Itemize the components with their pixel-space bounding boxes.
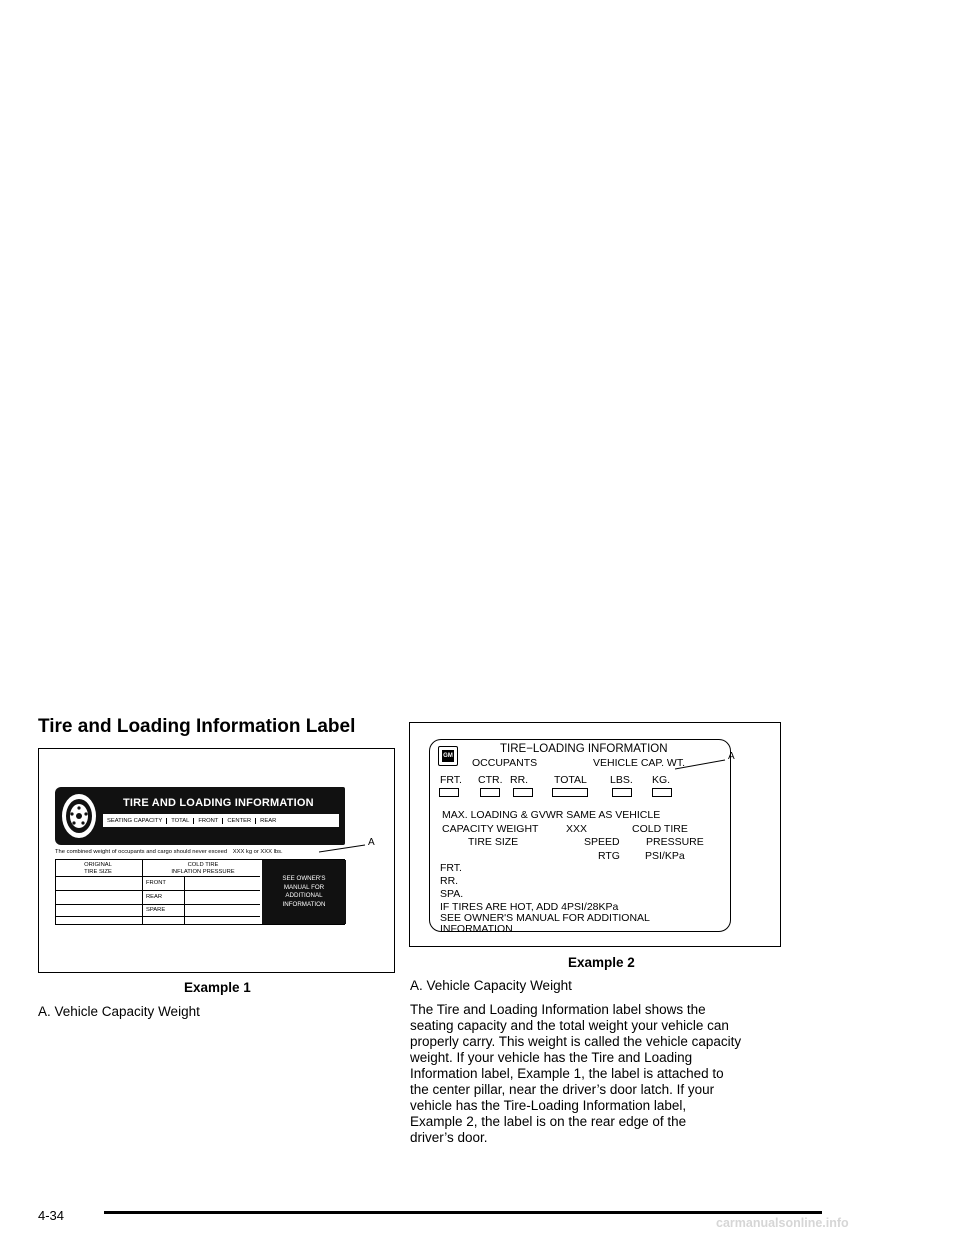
- callout-a-marker: A: [368, 837, 375, 848]
- box-frt: [439, 788, 459, 797]
- original-tire-size: ORIGINAL TIRE SIZE: [84, 862, 112, 875]
- callout-line: [675, 757, 727, 773]
- capacity-columns: [103, 814, 339, 827]
- col-seating-capacity: SEATING CAPACITY: [103, 818, 167, 824]
- psi-kpa: PSI/KPa: [645, 850, 685, 862]
- tire-icon: [59, 792, 99, 840]
- capacity-xxx: XXX: [566, 823, 588, 835]
- col-total: TOTAL: [554, 774, 587, 786]
- label-title: TIRE AND LOADING INFORMATION: [123, 797, 314, 809]
- col-lbs: LBS.: [610, 774, 633, 786]
- box-total: [552, 788, 588, 797]
- box-ctr: [480, 788, 500, 797]
- row-rr: RR.: [440, 875, 459, 887]
- watermark: carmanualsonline.info: [716, 1216, 849, 1230]
- row-front: FRONT: [146, 880, 166, 886]
- cold-tire: COLD TIRE: [632, 823, 688, 835]
- page-number: 4-34: [38, 1208, 65, 1223]
- hot-tires-note: IF TIRES ARE HOT, ADD 4PSI/28KPa: [440, 901, 619, 913]
- footer-rule: [104, 1211, 822, 1214]
- col-front: FRONT: [194, 818, 223, 824]
- col-frt: FRT.: [440, 774, 462, 786]
- col-kg: KG.: [652, 774, 671, 786]
- see-manual-line2: INFORMATION: [440, 923, 513, 935]
- capacity-weight: CAPACITY WEIGHT: [442, 823, 539, 835]
- example-1-figure: [38, 748, 395, 973]
- label2-title: TIRE−LOADING INFORMATION: [500, 743, 668, 755]
- label-header-band: [55, 787, 345, 845]
- col-rr: RR.: [510, 774, 529, 786]
- section-title: Tire and Loading Information Label: [38, 716, 356, 737]
- occupants-label: OCCUPANTS: [472, 757, 538, 769]
- example-1-caption: Example 1: [184, 980, 251, 995]
- capacity-value: XXX kg or XXX lbs.: [232, 849, 283, 855]
- example-2-figure: [409, 722, 781, 947]
- box-kg: [652, 788, 672, 797]
- tire-loading-label-1: [55, 787, 345, 925]
- row-frt: FRT.: [440, 862, 462, 874]
- col-rear: REAR: [260, 817, 277, 824]
- box-lbs: [612, 788, 632, 797]
- box-rr: [513, 788, 533, 797]
- pressure: PRESSURE: [646, 836, 704, 848]
- max-loading: MAX. LOADING & GVWR SAME AS VEHICLE: [442, 809, 661, 821]
- see-manual-line1: SEE OWNER'S MANUAL FOR ADDITIONAL: [440, 912, 650, 924]
- rtg: RTG: [598, 850, 620, 862]
- vehicle-cap-label: VEHICLE CAP. WT.: [593, 757, 685, 769]
- example-2-legend: A. Vehicle Capacity Weight: [410, 978, 572, 993]
- cold-tire-pressure: COLD TIRE INFLATION PRESSURE: [171, 862, 235, 875]
- row-spa: SPA.: [440, 888, 464, 900]
- callout-line: [319, 841, 367, 857]
- col-center: CENTER: [223, 818, 256, 824]
- row-rear: REAR: [146, 894, 163, 900]
- speed: SPEED: [584, 836, 620, 848]
- col-total: TOTAL: [167, 818, 194, 824]
- gm-logo: GM: [438, 746, 458, 766]
- col-ctr: CTR.: [478, 774, 503, 786]
- example-2-caption: Example 2: [568, 955, 635, 970]
- tire-size-table: [55, 859, 345, 925]
- tire-size: TIRE SIZE: [468, 836, 519, 848]
- combined-weight-text: The combined weight of occupants and cargo should never exceed XXX kg or XXX lbs.: [55, 849, 283, 855]
- callout-a-marker: A: [728, 751, 735, 762]
- see-owners-manual: SEE OWNER'S MANUAL FOR ADDITIONAL INFORMATION: [262, 860, 346, 924]
- row-spare: SPARE: [146, 907, 166, 913]
- body-paragraph: The Tire and Loading Information label shows the seating capacity and the total weight your vehicle can properly carry. This weight is called the vehicle capacity weight. If your vehicle has the Tire and Loading Information label, Example 1, the label is attached to the center pillar, near the driver’s door latch. If your vehicle has the Tire-Loading Information label, Example 2, the label is on the rear edge of the driver’s door.: [410, 1002, 742, 1145]
- example-1-legend: A. Vehicle Capacity Weight: [38, 1004, 200, 1019]
